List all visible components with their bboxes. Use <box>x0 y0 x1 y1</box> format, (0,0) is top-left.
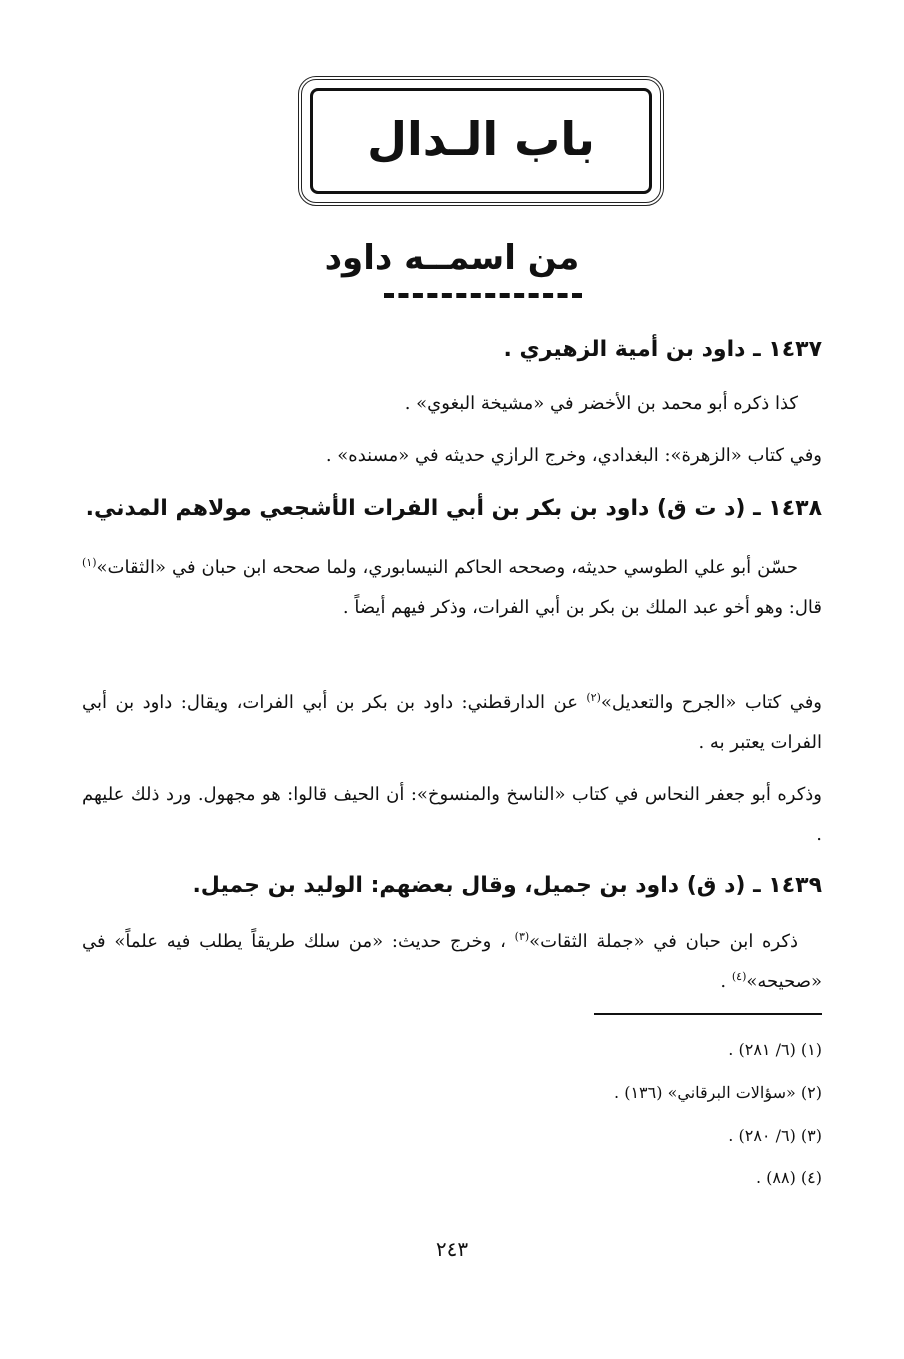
page-number: ٢٤٣ <box>435 1237 469 1261</box>
entry-1437-paragraph-2: وفي كتاب «الزهرة»: البغدادي، وخرج الرازي حديثه في «مسنده» . <box>325 445 822 466</box>
chapter-title: باب الـدال <box>367 112 595 166</box>
footnote-ref-4: (٤) <box>731 970 747 983</box>
entry-heading-1438: ١٤٣٨ ـ (د ت ق) داود بن بكر بن أبي الفرات الأشجعي مولاهم المدني. <box>85 496 822 521</box>
chapter-title-box <box>310 88 652 194</box>
entry-1438-paragraph-2-text-b: عن الدارقطني: داود بن بكر بن أبي الفرات، ويقال: داود بن أبي الفرات يعتبر به . <box>82 692 822 753</box>
entry-1439-paragraph-1-text-c: . <box>720 971 732 992</box>
entry-1438-paragraph-1-text-b: قال: وهو أخو عبد الملك بن بكر بن أبي الفرات، وذكر فيهم أيضاً . <box>342 597 822 618</box>
entry-1439-paragraph-1-text-a: ذكره ابن حبان في «جملة الثقات» <box>529 931 799 952</box>
footnote-ref-2: (٢) <box>586 691 601 704</box>
footnote-3: (٣) (٦/ ٢٨٠) . <box>728 1126 822 1145</box>
entry-1437-paragraph-1: كذا ذكره أبو محمد بن الأخضر في «مشيخة البغوي» . <box>404 393 798 414</box>
footnote-4: (٤) (٨٨) . <box>755 1168 822 1187</box>
footnote-2: (٢) «سؤالات البرقاني» (١٣٦) . <box>614 1083 822 1102</box>
entry-1438-paragraph-2 <box>82 683 822 763</box>
footnote-ref-1: (١) <box>82 556 97 569</box>
footnote-ref-3: (٣) <box>514 930 530 943</box>
entry-1438-paragraph-3: وذكره أبو جعفر النحاس في كتاب «الناسخ والمنسوخ»: أن الحيف قالوا: هو مجهول. ورد ذلك عليهم . <box>82 784 822 845</box>
entry-1439-paragraph-1-text-b: ، وخرج حديث: «من سلك طريقاً يطلب فيه علماً» في «صحيحه» <box>82 931 822 992</box>
section-title-underline <box>384 293 582 298</box>
entry-heading-1437: ١٤٣٧ ـ داود بن أمية الزهيري . <box>503 337 822 362</box>
entry-1439-paragraph-1 <box>82 922 822 1002</box>
entry-1438-paragraph-2-text-a: وفي كتاب «الجرح والتعديل» <box>600 692 822 713</box>
footnote-separator <box>594 1013 822 1015</box>
entry-heading-1439: ١٤٣٩ ـ (د ق) داود بن جميل، وقال بعضهم: الوليد بن جميل. <box>192 873 822 898</box>
section-title: من اسمــه داود <box>324 238 580 278</box>
footnote-1: (١) (٦/ ٢٨١) . <box>728 1040 822 1059</box>
entry-1438-paragraph-1-text-a: حسّن أبو علي الطوسي حديثه، وصححه الحاكم النيسابوري، ولما صححه ابن حبان في «الثقات» <box>96 557 799 578</box>
entry-1438-paragraph-1 <box>82 548 822 628</box>
chapter-title-frame <box>298 76 664 206</box>
